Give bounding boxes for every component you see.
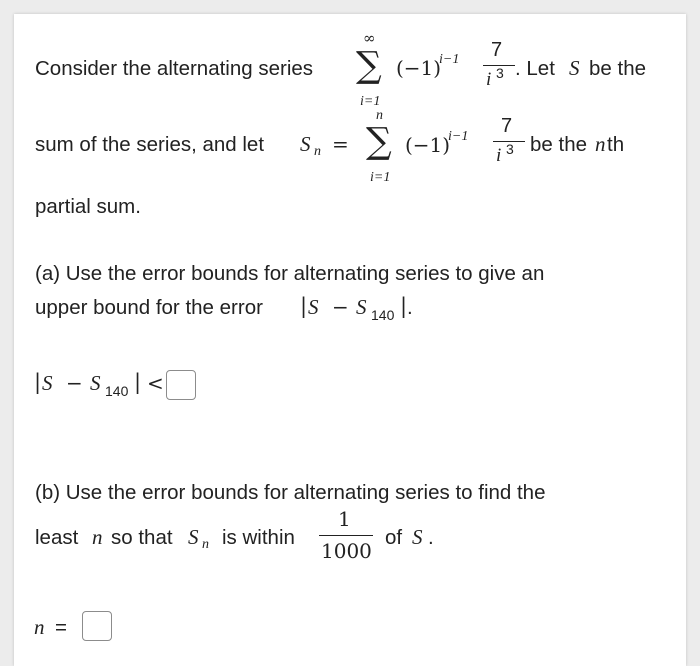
part-b-prompt-1: (b) Use the error bounds for alternating series to find the [35,481,546,504]
sigma-symbol: ∑ [356,45,382,86]
part-b-S: S [412,525,423,549]
answer-a-S: S [42,371,53,395]
partial-lower-limit: i=1 [370,170,391,185]
equals-sign: = [332,132,349,156]
part-b-least: least [35,526,79,549]
part-b-so-that: so that [111,526,173,549]
answer-a-S140-base: S [90,371,101,395]
part-b-fraction-denominator: 1000 [321,539,372,563]
part-a-period: . [407,296,413,319]
answer-a-S140-subscript: 140 [105,383,129,399]
intro-let-text: . Let [515,57,555,80]
intro-text-2: sum of the series, and let [35,133,265,156]
intro-be-the: be the [589,57,646,80]
part-b-Sn-subscript: n [202,537,209,552]
S-variable: S [569,56,580,80]
partial-fraction-numerator: 7 [501,115,513,137]
nth-th: th [607,133,625,156]
intro-be-the-2: be the [530,133,587,156]
Sn-base: S [300,132,311,156]
series-lower-limit: i=1 [360,94,381,109]
partial-fraction-denominator-base: i [496,145,502,166]
abs-close: | [400,294,408,318]
answer-a-input[interactable] [166,370,196,400]
part-b-fraction-bar [319,535,373,536]
error-S: S [308,295,319,319]
answer-b-equals: = [55,616,67,639]
answer-a-abs-close: | [134,370,142,394]
Sn-subscript: n [314,144,321,159]
series-upper-limit: ∞ [363,29,376,47]
partial-sigma-symbol: ∑ [366,121,392,162]
part-b-n: n [92,525,103,549]
abs-open: | [300,294,308,318]
error-S140-base: S [356,295,367,319]
answer-a-abs-open: | [34,370,42,394]
part-b-is-within: is within [222,526,295,549]
part-b-of: of [385,526,403,549]
fraction-denominator-base: i [486,69,492,90]
part-a-prompt-1: (a) Use the error bounds for alternating series to give an [35,262,545,285]
part-a-prompt-2: upper bound for the error [35,296,263,319]
answer-b-input[interactable] [82,611,112,641]
less-than-sign: < [147,371,164,395]
series-term-base: (−1) [396,56,442,80]
error-S140-subscript: 140 [371,307,395,323]
part-b-period: . [428,526,434,549]
series-term-exponent: i−1 [439,52,460,67]
answer-a-minus: − [66,371,83,395]
partial-term-base: (−1) [405,133,451,157]
partial-term-exponent: i−1 [448,129,469,144]
intro-text-3: partial sum. [35,195,141,218]
fraction-numerator: 7 [491,39,503,61]
error-minus: − [332,295,349,319]
answer-b-n: n [34,615,45,639]
intro-text-1: Consider the alternating series [35,57,314,80]
problem-card [14,14,686,666]
partial-upper-limit: n [376,108,383,123]
part-b-Sn-base: S [188,525,199,549]
nth-n: n [595,132,606,156]
fraction-denominator-exponent: 3 [496,65,504,81]
partial-fraction-denominator-exponent: 3 [506,141,514,157]
part-b-fraction-numerator: 1 [338,507,351,531]
